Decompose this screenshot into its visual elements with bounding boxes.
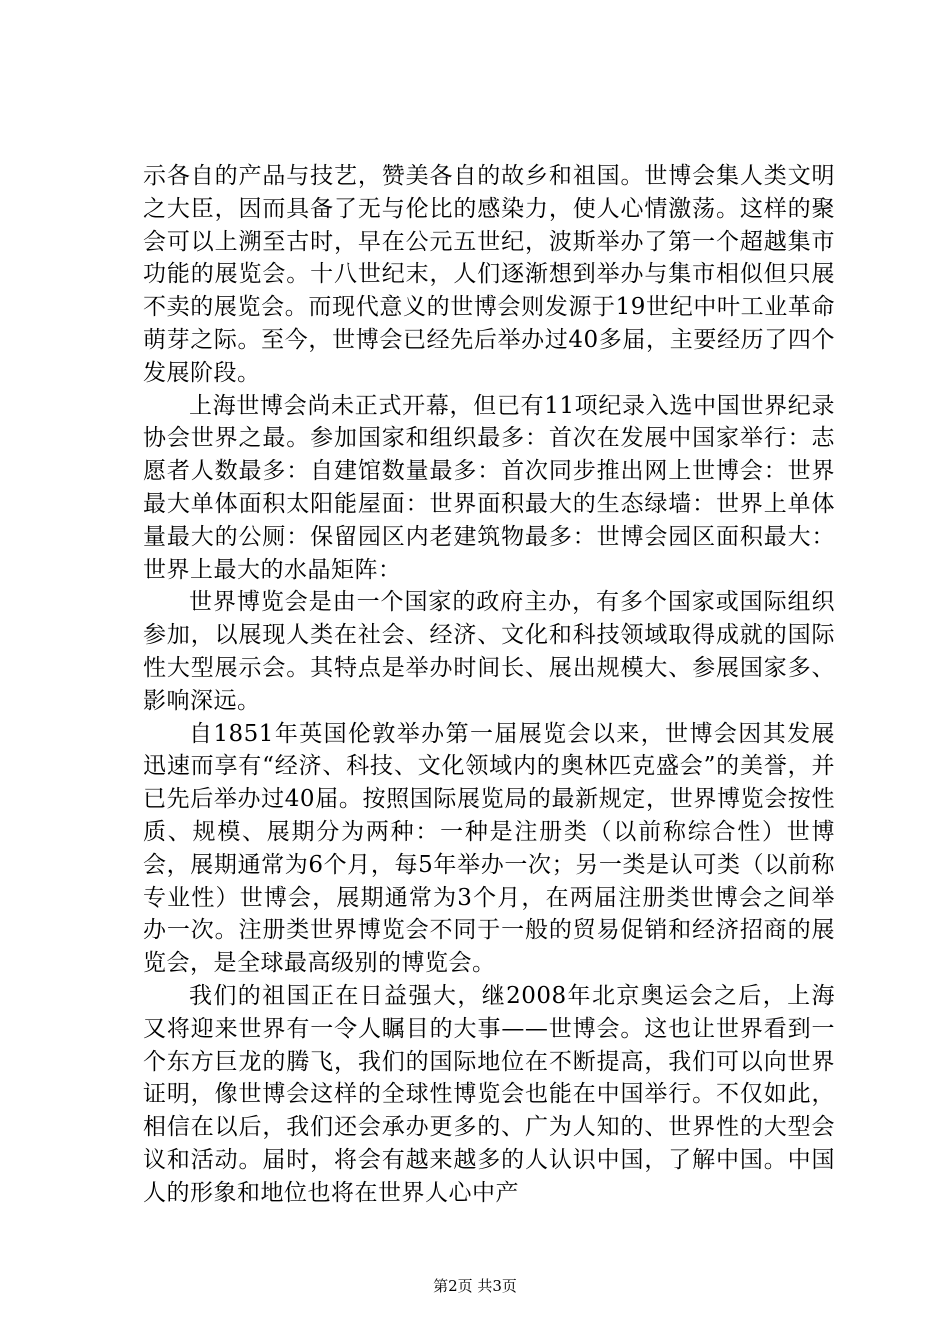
- document-body: [143, 160, 835, 1210]
- paragraph-2: 上海世博会尚未正式开幕，但已有11项纪录入选中国世界纪录协会世界之最。参加国家和组织最多：首次在发展中国家举行：志愿者人数最多：自建馆数量最多：首次同步推出网上世博会：世界最大单体面积太阳能屋面：世界面积最大的生态绿墙：世界上单体量最大的公厕：保留园区内老建筑物最多：世博会园区面积最大：世界上最大的水晶矩阵：: [143, 392, 835, 583]
- page-number: 第2页 共3页: [433, 1277, 517, 1295]
- page-footer: [0, 1276, 950, 1296]
- paragraph-5: 我们的祖国正在日益强大，继2008年北京奥运会之后，上海又将迎来世界有一令人瞩目的大事——世博会。这也让世界看到一个东方巨龙的腾飞，我们的国际地位在不断提高，我们可以向世界证明，像世博会这样的全球性博览会也能在中国举行。不仅如此，相信在以后，我们还会承办更多的、广为人知的、世界性的大型会议和活动。届时，将会有越来越多的人认识中国，了解中国。中国人的形象和地位也将在世界人心中产: [143, 982, 835, 1206]
- paragraph-3: 世界博览会是由一个国家的政府主办，有多个国家或国际组织参加，以展现人类在社会、经济、文化和科技领域取得成就的国际性大型展示会。其特点是举办时间长、展出规模大、参展国家多、影响深远。: [143, 589, 835, 714]
- paragraph-4: 自1851年英国伦敦举办第一届展览会以来，世博会因其发展迅速而享有“经济、科技、文化领域内的奥林匹克盛会”的美誉，并已先后举办过40届。按照国际展览局的最新规定，世界博览会按性质、规模、展期分为两种：一种是注册类（以前称综合性）世博会，展期通常为6个月，每5年举办一次；另一类是认可类（以前称专业性）世博会，展期通常为3个月，在两届注册类世博会之间举办一次。注册类世界博览会不同于一般的贸易促销和经济招商的展览会，是全球最高级别的博览会。: [143, 720, 835, 977]
- paragraph-1: 示各自的产品与技艺，赞美各自的故乡和祖国。世博会集人类文明之大臣，因而具备了无与伦比的感染力，使人心情激荡。这样的聚会可以上溯至古时，早在公元五世纪，波斯举办了第一个超越集市功能的展览会。十八世纪末，人们逐渐想到举办与集市相似但只展不卖的展览会。而现代意义的世博会则发源于19世纪中叶工业革命萌芽之际。至今，世博会已经先后举办过40多届，主要经历了四个发展阶段。: [143, 163, 835, 386]
